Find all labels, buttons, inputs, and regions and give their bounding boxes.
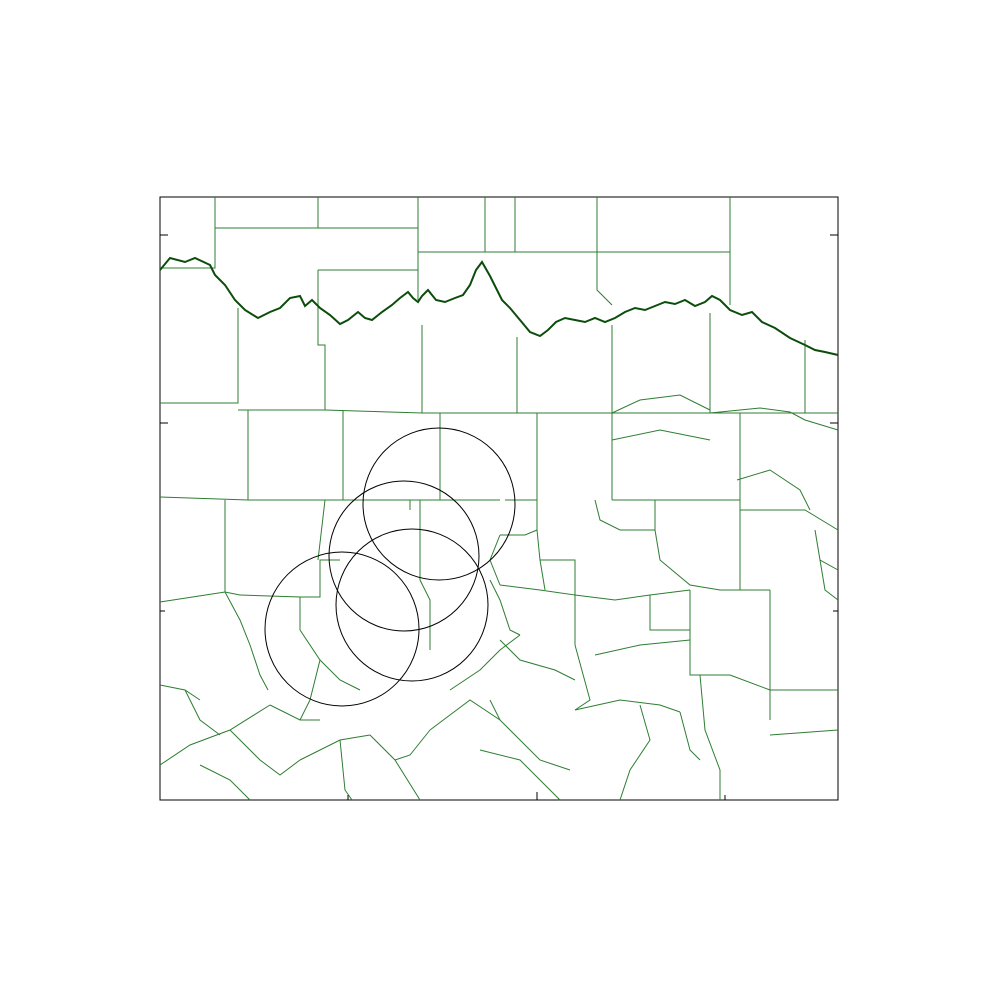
axis-ticks bbox=[160, 235, 838, 800]
state-border-river bbox=[160, 258, 838, 355]
radar-ring-2 bbox=[329, 481, 479, 631]
county-boundaries bbox=[160, 197, 838, 800]
radar-ring-3 bbox=[336, 529, 488, 681]
radar-range-rings bbox=[265, 428, 515, 706]
plot-frame bbox=[160, 197, 838, 800]
radar-ring-1 bbox=[363, 428, 515, 580]
